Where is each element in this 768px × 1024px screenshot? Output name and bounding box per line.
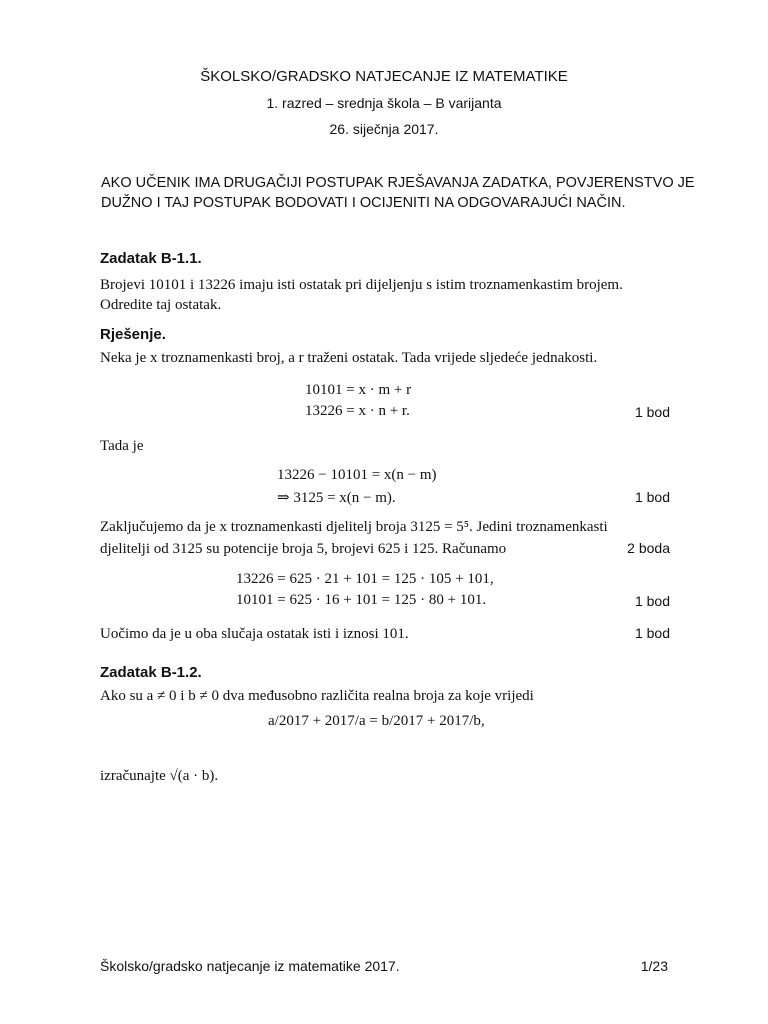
- task1-heading: Zadatak B-1.1.: [100, 250, 202, 267]
- notice-line-2: DUŽNO I TAJ POSTUPAK BODOVATI I OCIJENITI NA ODGOVARAJUĆI NAČIN.: [101, 195, 626, 211]
- equation-4: ⇒ 3125 = x(n − m).: [277, 490, 396, 506]
- equation-6: 10101 = 625 · 16 + 101 = 125 · 80 + 101.: [236, 592, 487, 608]
- tada-je-text: Tada je: [100, 438, 144, 454]
- equation-2: 13226 = x · n + r.: [305, 403, 410, 419]
- conclusion-line-2: djelitelji od 3125 su potencije broja 5, brojevi 625 i 125. Računamo: [100, 541, 507, 557]
- points-label-4: 1 bod: [634, 593, 670, 609]
- task1-text-line-1: Brojevi 10101 i 13226 imaju isti ostatak pri dijeljenju s istim troznamenkastim brojem.: [100, 277, 623, 293]
- task2-question: izračunajte √(a · b).: [100, 768, 219, 784]
- conclusion-line-1: Zaključujemo da je x troznamenkasti djelitelj broja 3125 = 5⁵. Jedini troznamenkasti: [100, 519, 608, 535]
- task1-final-statement: Uočimo da je u oba slučaja ostatak isti i iznosi 101.: [100, 626, 409, 642]
- task1-solution-intro: Neka je x troznamenkasti broj, a r traženi ostatak. Tada vrijede sljedeće jednakosti.: [100, 350, 598, 366]
- page-date: 26. siječnja 2017.: [329, 121, 439, 137]
- task2-equation-text: a/2017 + 2017/a = b/2017 + 2017/b,: [268, 713, 485, 729]
- page-title: ŠKOLSKO/GRADSKO NATJECANJE IZ MATEMATIKE: [200, 68, 568, 85]
- notice-line-1: AKO UČENIK IMA DRUGAČIJI POSTUPAK RJEŠAVANJA ZADATKA, POVJERENSTVO JE: [101, 175, 695, 191]
- task2-text: Ako su a ≠ 0 i b ≠ 0 dva međusobno različita realna broja za koje vrijedi: [100, 688, 534, 704]
- points-label-5: 1 bod: [634, 625, 670, 641]
- task1-solution-heading: Rješenje.: [100, 326, 166, 343]
- page-subtitle: 1. razred – srednja škola – B varijanta: [266, 95, 502, 111]
- points-label-2: 1 bod: [634, 489, 670, 505]
- task1-text-line-2: Odredite taj ostatak.: [100, 297, 222, 313]
- equation-3: 13226 − 10101 = x(n − m): [277, 467, 437, 483]
- points-label-3: 2 boda: [627, 540, 670, 556]
- equation-5: 13226 = 625 · 21 + 101 = 125 · 105 + 101,: [236, 571, 494, 587]
- footer-text: Školsko/gradsko natjecanje iz matematike 2017.: [100, 958, 400, 974]
- page-number: 1/23: [640, 958, 668, 974]
- task2-heading: Zadatak B-1.2.: [100, 664, 202, 681]
- equation-1: 10101 = x · m + r: [305, 382, 412, 398]
- task2-equation: [268, 713, 485, 730]
- points-label-1: 1 bod: [634, 404, 670, 420]
